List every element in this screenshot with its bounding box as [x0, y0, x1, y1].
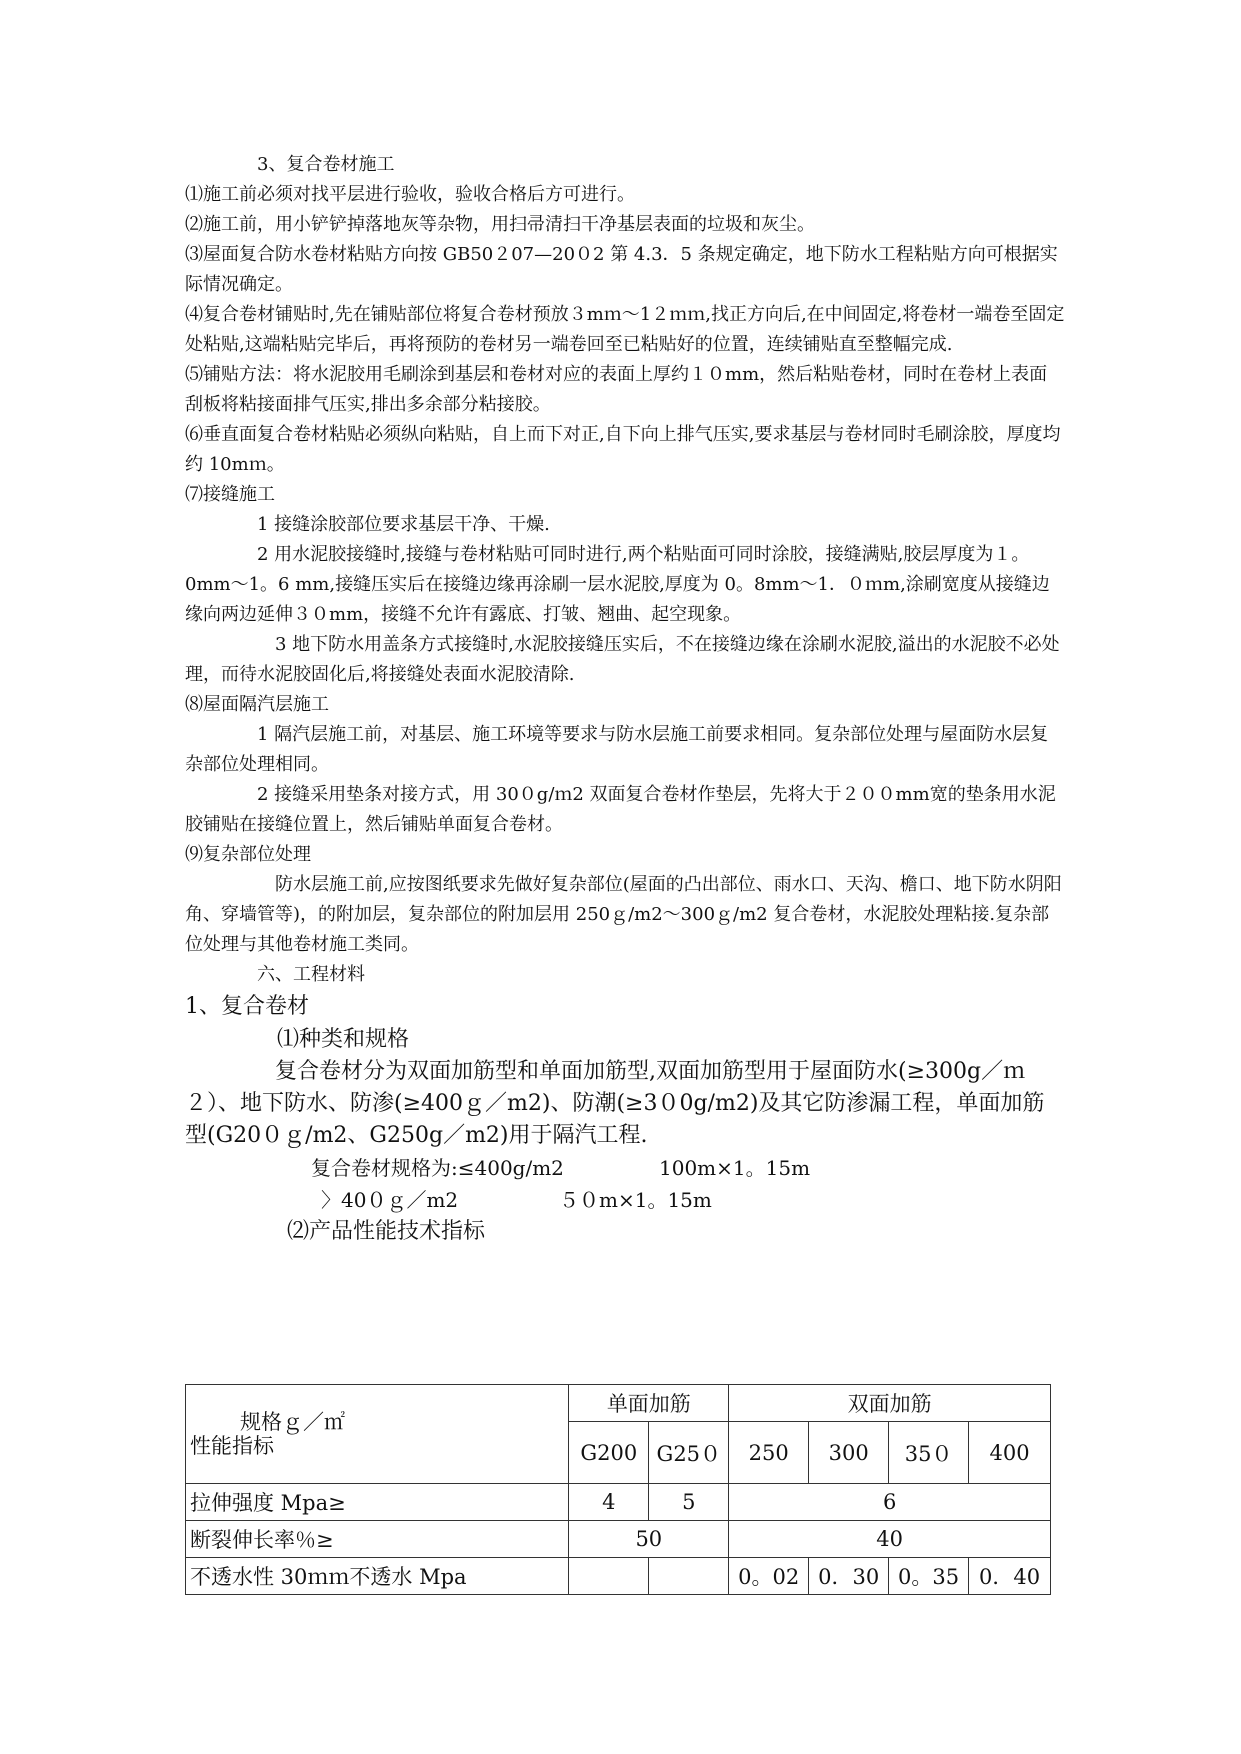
section-title: 1、复合卷材 [185, 994, 309, 1019]
table-cell [569, 1558, 649, 1595]
spec-value: 100m×1。15m [659, 1156, 811, 1180]
performance-table [185, 1384, 1051, 1595]
spec-label: 〉40０ｇ／m2 [321, 1188, 459, 1212]
table-cell: 0。02 [729, 1558, 809, 1595]
spec-value: ５０m×1。15m [559, 1188, 712, 1212]
table-cell: 40 [729, 1521, 1051, 1558]
col-header: 35０ [889, 1422, 969, 1484]
spec-label: 复合卷材规格为:≤400g/m2 [311, 1156, 564, 1180]
spec-line [185, 1152, 1065, 1184]
paragraph: ⑴施工前必须对找平层进行验收，验收合格后方可进行。 [185, 184, 635, 205]
table-cell [649, 1558, 729, 1595]
table-cell: 50 [569, 1521, 729, 1558]
table-cell: 6 [729, 1484, 1051, 1521]
paragraph: 2 接缝采用垫条对接方式，用 30０g/ｍ2 双面复合卷材作垫层，先将大于２００mm宽的垫条用水泥胶铺贴在接缝位置上，然后铺贴单面复合卷材。 [185, 784, 1056, 835]
paragraph: ⑸铺贴方法：将水泥胶用毛刷涂到基层和卷材对应的表面上厚约１０mm，然后粘贴卷材，同时在卷材上表面刮板将粘接面排气压实,排出多余部分粘接胶。 [185, 364, 1048, 415]
paragraph: ⑷复合卷材铺贴时,先在铺贴部位将复合卷材预放３mｍ～1２ｍｍ,找正方向后,在中间固定,将卷材一端卷至固定处粘贴,这端粘贴完毕后，再将预防的卷材另一端卷回至已粘贴好的位置，连续铺贴直至整幅完成. [185, 304, 1065, 355]
row-label: 不透水性 30ｍｍ不透水 Mpa [186, 1558, 569, 1595]
heading-materials: 六、工程材料 [257, 964, 365, 985]
table-cell: 0．40 [969, 1558, 1051, 1595]
paragraph: ⑶屋面复合防水卷材粘贴方向按 GB50２07—20０2 第 4.3．5 条规定确定，地下防水工程粘贴方向可根据实际情况确定。 [185, 244, 1058, 295]
table-header-cell [186, 1385, 569, 1484]
paragraph: 1 隔汽层施工前，对基层、施工环境等要求与防水层施工前要求相同。复杂部位处理与屋面防水层复杂部位处理相同。 [185, 724, 1049, 775]
spec-line [185, 1184, 1065, 1216]
group-single: 单面加筋 [569, 1385, 729, 1422]
header-metric: 性能指标 [190, 1434, 274, 1458]
col-header: 300 [809, 1422, 889, 1484]
table-cell: 4 [569, 1484, 649, 1521]
table-cell: 5 [649, 1484, 729, 1521]
table-cell: 0。35 [889, 1558, 969, 1595]
header-spec: 规格ｇ／㎡ [240, 1410, 345, 1434]
col-header: 250 [729, 1422, 809, 1484]
col-header: 400 [969, 1422, 1051, 1484]
paragraph: 复合卷材分为双面加筋型和单面加筋型,双面加筋型用于屋面防水(≥300g／ｍ２）、地下防水、防渗(≥400ｇ／m2)、防潮(≥3０0g/m2)及其它防渗漏工程，单面加筋型(G20０ｇ/m2、G250g／m2)用于隔汽工程. [185, 1059, 1045, 1148]
paragraph: 1 接缝涂胶部位要求基层干净、干燥. [257, 514, 550, 535]
document-body [185, 150, 1065, 1248]
group-double: 双面加筋 [729, 1385, 1051, 1422]
paragraph: ⑹垂直面复合卷材粘贴必须纵向粘贴，自上而下对正,自下向上排气压实,要求基层与卷材同时毛刷涂胶，厚度均约 10mｍ。 [185, 424, 1061, 475]
paragraph: ⑵施工前，用小铲铲掉落地灰等杂物，用扫帚清扫干净基层表面的垃圾和灰尘。 [185, 214, 815, 235]
table-cell: 0．30 [809, 1558, 889, 1595]
subheading-types: ⑴种类和规格 [277, 1027, 410, 1052]
subheading-seam: ⑺接缝施工 [185, 484, 275, 505]
col-header: G25０ [649, 1422, 729, 1484]
paragraph: 3 地下防水用盖条方式接缝时,水泥胶接缝压实后，不在接缝边缘在涂刷水泥胶,溢出的水泥胶不必处理，而待水泥胶固化后,将接缝处表面水泥胶清除. [185, 634, 1060, 685]
heading-composite-construction: 3、复合卷材施工 [257, 154, 395, 175]
subheading-complex: ⑼复杂部位处理 [185, 844, 311, 865]
paragraph: 防水层施工前,应按图纸要求先做好复杂部位(屋面的凸出部位、雨水口、天沟、檐口、地下防水阴阳角、穿墙管等)，的附加层，复杂部位的附加层用 250ｇ/m2～300ｇ/m2 复合卷材，水泥胶处理粘接.复杂部位处理与其他卷材施工类同。 [185, 874, 1062, 955]
subheading-vapor: ⑻屋面隔汽层施工 [185, 694, 329, 715]
row-label: 断裂伸长率％≥ [186, 1521, 569, 1558]
subheading-performance: ⑵产品性能技术指标 [287, 1219, 486, 1244]
col-header: G200 [569, 1422, 649, 1484]
row-label: 拉伸强度 Mpa≥ [186, 1484, 569, 1521]
paragraph: 2 用水泥胶接缝时,接缝与卷材粘贴可同时进行,两个粘贴面可同时涂胶，接缝满贴,胶层厚度为１。0mm～1。6 mm,接缝压实后在接缝边缘再涂刷一层水泥胶,厚度为 0。8mm～1．０ｍm,涂刷宽度从接缝边缘向两边延伸３０mm，接缝不允许有露底、打皱、翘曲、起空现象。 [185, 544, 1050, 625]
